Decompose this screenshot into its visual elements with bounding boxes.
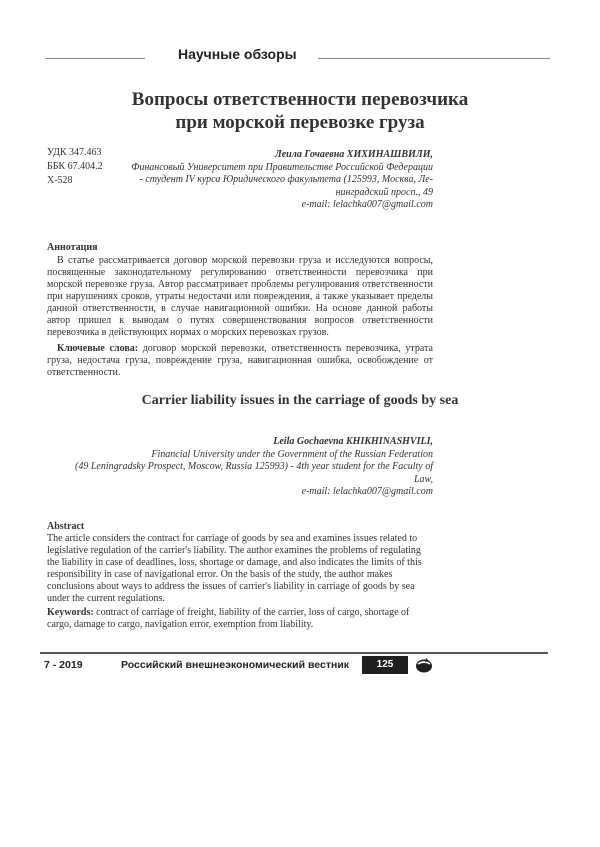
journal-logo-icon: [415, 657, 433, 673]
article-title-ru: [40, 88, 560, 134]
affiliation-en-line1: Financial University under the Government of the Russian Federation: [151, 448, 433, 460]
affiliation-ru-line1: Финансовый Университет при Правительстве Российской Федерации: [131, 161, 433, 173]
abstract-label-ru: Аннотация: [47, 242, 98, 253]
abstract-label-en: Abstract: [47, 521, 85, 532]
abstract-text-ru: В статье рассматривается договор морской перевозки груза и исследуются вопросы, посвященные законодательному регулированию ответственности перевозчика при морской перевозке груза. Автор рассматривает проблемы регулирования ответственности при нарушениях сроков, утраты недостачи или повреждения, а также указывает пределы данной ответственности, в случае навигационной ошибки. На основе данной работы автор пришел к выводам о путях совершенствования вопросов ответственности перевозчика в действующих нормах о морских перевозках грузов.: [47, 255, 433, 338]
header-rule-right: [318, 58, 550, 59]
affiliation-ru-line2: - студент IV курса Юридического факультета (125993, Москва, Ле-: [139, 174, 433, 185]
author-name-ru: Леила Гочаевна ХИХИНАШВИЛИ,: [274, 149, 433, 160]
page-number: 125: [362, 656, 408, 674]
author-block-en: [60, 436, 433, 499]
issue-number: 7 - 2019: [44, 659, 83, 671]
classification-codes: [47, 146, 103, 188]
article-title-ru-line2: при морской перевозке груза: [175, 112, 425, 133]
keywords-label-ru: Ключевые слова:: [57, 343, 139, 354]
bbk-code: ББК 67.404.2: [47, 161, 103, 172]
author-block-ru: [110, 149, 433, 212]
article-title-en: Carrier liability issues in the carriage of goods by sea: [141, 393, 459, 408]
affiliation-en-line2: (49 Leningradsky Prospect, Moscow, Russia 125993) - 4th year student for the Faculty of Law,: [74, 461, 433, 485]
author-name-en: Leila Gochaevna KHIKHINASHVILI,: [273, 436, 433, 447]
affiliation-ru-line3: нинградский просп., 49: [335, 186, 433, 198]
author-email-ru: e-mail: lelachka007@gmail.com: [301, 199, 433, 210]
keywords-label-en: Keywords:: [47, 607, 94, 618]
keywords-ru: [47, 343, 433, 379]
keywords-text-en: contract of carriage of freight, liability of the carrier, loss of cargo, shortage of cargo, damage to cargo, navigation error, exemption from liability.: [47, 607, 410, 630]
author-email-en: e-mail: lelachka007@gmail.com: [301, 486, 433, 497]
keywords-en: [47, 607, 433, 631]
udc-code: УДК 347.463: [47, 147, 102, 158]
footer-rule: [40, 652, 548, 654]
header-rule-left: [45, 58, 145, 59]
journal-name: Российский внешнеэкономический вестник: [121, 659, 350, 671]
author-mark-code: Х-528: [47, 175, 73, 186]
section-title: Научные обзоры: [178, 46, 297, 62]
abstract-text-en: The article considers the contract for carriage of goods by sea and examines issues related to legislative regulation of the carrier's liability. The author examines the problems of regulating the liability in case of deadlines, loss, shortage or damage, and also indicates the limits of this responsibility in case of navigational error. On the basis of the study, the author makes conclusions about ways to address the issues of carrier's liability in carriage of goods by sea under the current regulations.: [47, 533, 422, 604]
article-title-ru-line1: Вопросы ответственности перевозчика: [131, 89, 469, 110]
keywords-text-ru: договор морской перевозки, ответственность перевозчика, утрата груза, недостача груза, повреждение груза, навигационная ошибка, освобождение от ответственности.: [47, 343, 433, 378]
